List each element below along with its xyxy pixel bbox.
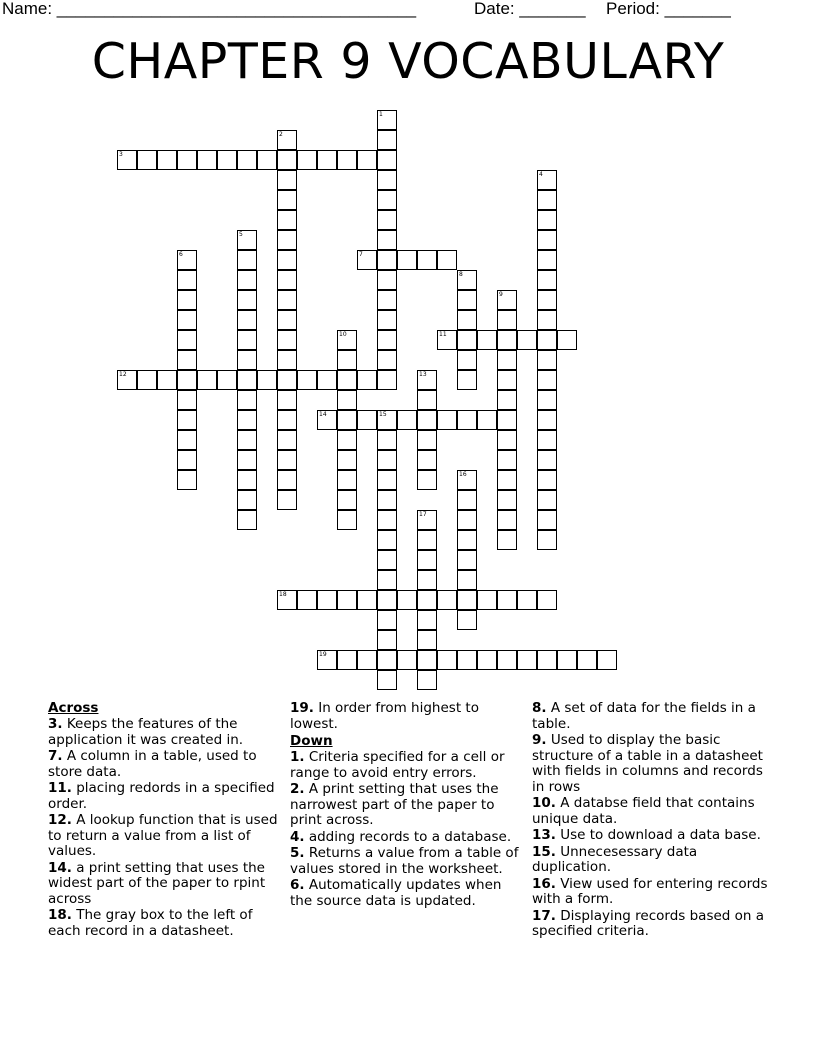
clue-across-19: 19. In order from highest to lowest. [290,700,479,732]
clue-across-14: 14. a print setting that uses the widest part of the paper to rpint across [48,859,266,907]
crossword-cell[interactable] [457,370,477,390]
crossword-cell[interactable] [277,450,297,470]
clue-number: 11 [439,331,447,338]
clue-down-8: 8. A set of data for the fields in a table. [532,700,756,732]
crossword-cell[interactable] [177,470,197,490]
crossword-cell[interactable] [217,150,237,170]
crossword-cell[interactable] [177,250,197,270]
crossword-cell[interactable] [257,150,277,170]
clue-number: 13 [419,371,427,378]
crossword-cell[interactable] [537,310,557,330]
crossword-cell[interactable] [277,150,297,170]
crossword-cell[interactable] [377,250,397,270]
crossword-cell[interactable] [377,190,397,210]
crossword-cell[interactable] [577,650,597,670]
crossword-cell[interactable] [357,590,377,610]
crossword-cell[interactable] [537,430,557,450]
crossword-cell[interactable] [257,370,277,390]
clue-number: 8 [459,271,463,278]
crossword-cell[interactable] [277,290,297,310]
crossword-cell[interactable] [417,530,437,550]
clue-down-4: 4. adding records to a database. [290,828,512,845]
crossword-cell[interactable] [137,150,157,170]
crossword-cell[interactable] [317,410,337,430]
clues-column-2 [290,701,526,910]
crossword-cell[interactable] [237,510,257,530]
crossword-cell[interactable] [457,650,477,670]
page-title: CHAPTER 9 VOCABULARY [91,33,725,90]
crossword-cell[interactable] [437,650,457,670]
crossword-cell[interactable] [477,330,497,350]
crossword-cell[interactable] [537,290,557,310]
clue-number: 6 [179,251,183,258]
crossword-cell[interactable] [237,150,257,170]
clue-number: 3 [119,151,123,158]
crossword-cell[interactable] [497,450,517,470]
crossword-cell[interactable] [477,410,497,430]
crossword-cell[interactable] [177,290,197,310]
clue-number: 15 [379,411,387,418]
crossword-cell[interactable] [397,590,417,610]
crossword-cell[interactable] [157,370,177,390]
crossword-cell[interactable] [377,430,397,450]
clue-number: 17 [419,511,427,518]
clue-down-15: 15. Unnecesessary data duplication. [532,843,698,875]
crossword-cell[interactable] [337,510,357,530]
crossword-cell[interactable] [497,650,517,670]
crossword-cell[interactable] [177,310,197,330]
crossword-cell[interactable] [277,310,297,330]
crossword-cell[interactable] [177,370,197,390]
clue-down-5: 5. Returns a value from a table of values stored in the worksheet. [290,845,519,877]
crossword-cell[interactable] [497,310,517,330]
crossword-cell[interactable] [497,410,517,430]
clue-number: 18 [279,591,287,598]
clue-number: 2 [279,131,283,138]
crossword-cell[interactable] [457,330,477,350]
crossword-cell[interactable] [277,410,297,430]
crossword-cell[interactable] [377,670,397,690]
crossword-cell[interactable] [177,350,197,370]
crossword-cell[interactable] [337,350,357,370]
crossword-cell[interactable] [497,510,517,530]
crossword-cell[interactable] [277,230,297,250]
crossword-cell[interactable] [237,330,257,350]
crossword-cell[interactable] [177,330,197,350]
crossword-cell[interactable] [237,410,257,430]
crossword-cell[interactable] [317,370,337,390]
crossword-cell[interactable] [377,210,397,230]
crossword-cell[interactable] [397,650,417,670]
crossword-cell[interactable] [457,550,477,570]
crossword-cell[interactable] [417,470,437,490]
clue-down-2: 2. A print setting that uses the narrowest part of the paper to print across. [290,781,499,828]
crossword-cell[interactable] [537,510,557,530]
crossword-cell[interactable] [277,270,297,290]
clue-across-3: 3. Keeps the features of the application it was created in. [48,716,244,748]
clue-number: 19 [319,651,327,658]
crossword-cell[interactable] [517,650,537,670]
crossword-cell[interactable] [497,290,517,310]
clue-down-17: 17. Displaying records based on a specified criteria. [532,907,765,939]
crossword-cell[interactable] [377,330,397,350]
crossword-cell[interactable] [497,590,517,610]
clue-number: 1 [379,111,383,118]
clue-across-7: 7. A column in a table, used to store data. [48,748,257,780]
crossword-cell[interactable] [557,650,577,670]
crossword-cell[interactable] [337,470,357,490]
crossword-cell[interactable] [517,330,537,350]
crossword-cell[interactable] [197,370,217,390]
crossword-cell[interactable] [157,150,177,170]
crossword-cell[interactable] [237,270,257,290]
crossword-cell[interactable] [437,590,457,610]
crossword-cell[interactable] [237,490,257,510]
crossword-cell[interactable] [537,530,557,550]
crossword-cell[interactable] [537,590,557,610]
crossword-cell[interactable] [437,330,457,350]
crossword-cell[interactable] [237,290,257,310]
crossword-cell[interactable] [277,490,297,510]
crossword-cell[interactable] [337,430,357,450]
crossword-cell[interactable] [377,530,397,550]
crossword-cell[interactable] [497,530,517,550]
crossword-cell[interactable] [277,350,297,370]
crossword-cell[interactable] [277,250,297,270]
crossword-cell[interactable] [457,290,477,310]
crossword-cell[interactable] [277,470,297,490]
crossword-cell[interactable] [377,470,397,490]
crossword-cell[interactable] [137,370,157,390]
crossword-cell[interactable] [377,350,397,370]
crossword-cell[interactable] [337,490,357,510]
crossword-cell[interactable] [537,190,557,210]
crossword-cell[interactable] [537,410,557,430]
student-info-line [0,0,816,22]
clue-down-9: 9. Used to display the basic structure of a table in a datasheet with fields in columns and records in rows [532,732,763,795]
crossword-cell[interactable] [357,250,377,270]
crossword-cell[interactable] [297,590,317,610]
crossword-cell[interactable] [217,370,237,390]
crossword-cell[interactable] [457,530,477,550]
crossword-cell[interactable] [477,650,497,670]
crossword-cell[interactable] [377,170,397,190]
clue-down-6: 6. Automatically updates when the source data is updated. [290,877,502,909]
crossword-cell[interactable] [237,470,257,490]
crossword-cell[interactable] [457,470,477,490]
crossword-cell[interactable] [497,490,517,510]
clue-down-13: 13. Use to download a data base. [532,827,761,843]
crossword-cell[interactable] [537,210,557,230]
crossword-cell[interactable] [517,590,537,610]
crossword-cell[interactable] [277,170,297,190]
crossword-cell[interactable] [417,550,437,570]
crossword-cell[interactable] [417,670,437,690]
crossword-cell[interactable] [537,390,557,410]
name-field[interactable]: Name: ______________________________________ [2,0,417,18]
crossword-cell[interactable] [317,590,337,610]
crossword-cell[interactable] [377,310,397,330]
clue-number: 9 [499,291,503,298]
crossword-cell[interactable] [277,590,297,610]
crossword-cell[interactable] [417,430,437,450]
across-heading: Across [48,700,99,716]
crossword-cell[interactable] [177,390,197,410]
crossword-cell[interactable] [377,570,397,590]
clue-down-16: 16. View used for entering records with a form. [532,875,768,907]
crossword-cell[interactable] [457,590,477,610]
crossword-cell[interactable] [497,470,517,490]
crossword-cell[interactable] [317,650,337,670]
clue-across-11: 11. placing redords in a specified order. [48,780,275,812]
crossword-cell[interactable] [417,390,437,410]
crossword-cell[interactable] [497,430,517,450]
crossword-cell[interactable] [277,330,297,350]
crossword-cell[interactable] [237,230,257,250]
crossword-cell[interactable] [237,450,257,470]
crossword-cell[interactable] [337,150,357,170]
crossword-cell[interactable] [377,150,397,170]
crossword-cell[interactable] [537,350,557,370]
crossword-cell[interactable] [177,450,197,470]
crossword-cell[interactable] [537,450,557,470]
crossword-cell[interactable] [377,510,397,530]
crossword-cell[interactable] [557,330,577,350]
clue-down-10: 10. A databse field that contains unique data. [532,795,755,827]
crossword-cell[interactable] [477,590,497,610]
crossword-cell[interactable] [497,370,517,390]
crossword-cell[interactable] [377,450,397,470]
crossword-cell[interactable] [357,650,377,670]
crossword-cell[interactable] [377,630,397,650]
crossword-cell[interactable] [397,410,417,430]
crossword-cell[interactable] [177,270,197,290]
crossword-cell[interactable] [417,510,437,530]
date-field[interactable]: Date: _______ [474,0,586,18]
clue-number: 12 [119,371,127,378]
crossword-cell[interactable] [417,630,437,650]
crossword-cell[interactable] [237,350,257,370]
crossword-cell[interactable] [357,370,377,390]
crossword-cell[interactable] [397,250,417,270]
crossword-cell[interactable] [417,250,437,270]
clue-across-18: 18. The gray box to the left of each record in a datasheet. [48,907,253,939]
crossword-cell[interactable] [277,190,297,210]
crossword-cell[interactable] [277,130,297,150]
crossword-cell[interactable] [537,270,557,290]
crossword-cell[interactable] [537,370,557,390]
crossword-cell[interactable] [457,410,477,430]
crossword-cell[interactable] [177,410,197,430]
crossword-cell[interactable] [117,370,137,390]
crossword-cell[interactable] [457,510,477,530]
crossword-cell[interactable] [277,210,297,230]
crossword-cell[interactable] [497,330,517,350]
crossword-cell[interactable] [457,350,477,370]
clue-number: 7 [359,251,363,258]
crossword-cell[interactable] [357,150,377,170]
crossword-cell[interactable] [237,310,257,330]
crossword-cell[interactable] [377,290,397,310]
crossword-cell[interactable] [437,250,457,270]
crossword-cell[interactable] [177,430,197,450]
crossword-cell[interactable] [457,270,477,290]
down-heading: Down [290,733,333,749]
crossword-cell[interactable] [537,170,557,190]
crossword-cell[interactable] [177,150,197,170]
crossword-cell[interactable] [277,430,297,450]
crossword-cell[interactable] [537,250,557,270]
crossword-cell[interactable] [237,430,257,450]
crossword-cell[interactable] [417,410,437,430]
crossword-cell[interactable] [417,610,437,630]
crossword-cell[interactable] [297,370,317,390]
crossword-cell[interactable] [457,610,477,630]
crossword-cell[interactable] [377,590,397,610]
clue-number: 14 [319,411,327,418]
crossword-cell[interactable] [417,450,437,470]
clues-column-3 [532,701,768,941]
crossword-cell[interactable] [237,390,257,410]
crossword-cell[interactable] [297,150,317,170]
crossword-cell[interactable] [537,470,557,490]
crossword-cell[interactable] [497,350,517,370]
crossword-cell[interactable] [337,450,357,470]
crossword-cell[interactable] [537,230,557,250]
clues-column-1 [48,700,284,940]
crossword-cell[interactable] [117,150,137,170]
crossword-cell[interactable] [337,590,357,610]
crossword-cell[interactable] [377,650,397,670]
clue-across-12: 12. A lookup function that is used to return a value from a list of values. [48,812,278,859]
clue-number: 10 [339,331,347,338]
crossword-cell[interactable] [417,370,437,390]
crossword-cell[interactable] [357,410,377,430]
crossword-cell[interactable] [337,410,357,430]
crossword-cell[interactable] [537,330,557,350]
crossword-cell[interactable] [377,370,397,390]
crossword-cell[interactable] [417,650,437,670]
crossword-cell[interactable] [537,650,557,670]
clue-number: 16 [459,471,467,478]
crossword-cell[interactable] [377,130,397,150]
crossword-cell[interactable] [377,110,397,130]
clue-down-1: 1. Criteria specified for a cell or range to avoid entry errors. [290,749,505,781]
crossword-cell[interactable] [377,270,397,290]
crossword-cell[interactable] [237,250,257,270]
crossword-cell[interactable] [417,590,437,610]
crossword-cell[interactable] [597,650,617,670]
crossword-cell[interactable] [417,570,437,590]
crossword-cell[interactable] [337,330,357,350]
clue-number: 4 [539,171,543,178]
crossword-cell[interactable] [377,490,397,510]
crossword-cell[interactable] [277,390,297,410]
crossword-cell[interactable] [377,410,397,430]
crossword-cell[interactable] [277,370,297,390]
crossword-cell[interactable] [457,570,477,590]
clue-number: 5 [239,231,243,238]
crossword-cell[interactable] [337,370,357,390]
crossword-cell[interactable] [457,310,477,330]
crossword-cell[interactable] [437,410,457,430]
crossword-cell[interactable] [197,150,217,170]
crossword-cell[interactable] [377,550,397,570]
crossword-cell[interactable] [457,490,477,510]
crossword-cell[interactable] [497,390,517,410]
crossword-cell[interactable] [317,150,337,170]
crossword-cell[interactable] [337,650,357,670]
crossword-cell[interactable] [537,490,557,510]
period-field[interactable]: Period: _______ [606,0,731,18]
crossword-cell[interactable] [377,230,397,250]
crossword-cell[interactable] [377,610,397,630]
crossword-cell[interactable] [237,370,257,390]
crossword-cell[interactable] [337,390,357,410]
